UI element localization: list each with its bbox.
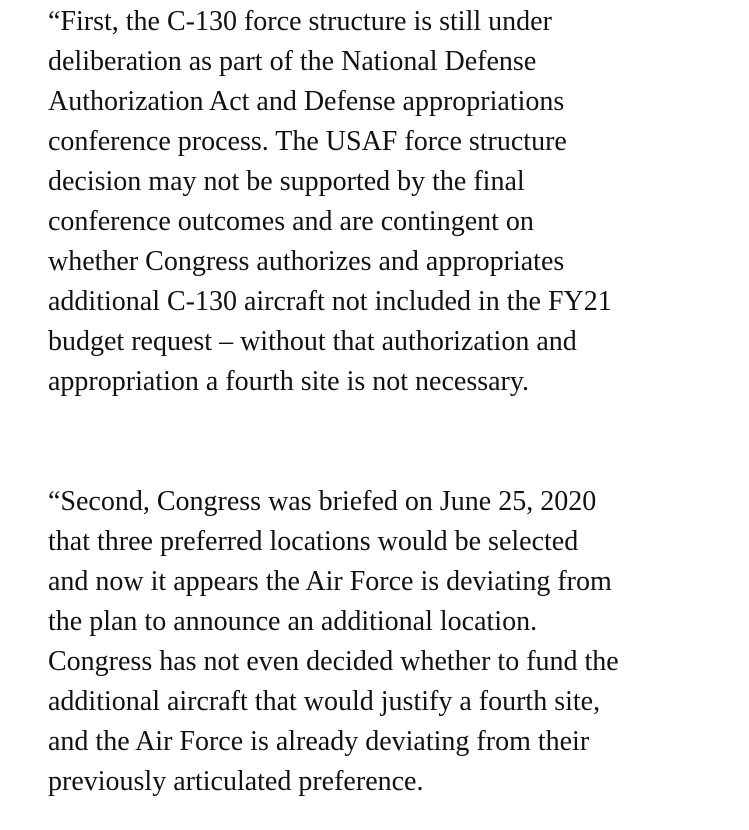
text-line: the plan to announce an additional location. [48,606,538,637]
text-line: additional aircraft that would justify a fourth site, [48,686,601,717]
paragraph-second [48,482,738,802]
text-line: Congress has not even decided whether to fund the [48,646,619,677]
text-line: and now it appears the Air Force is deviating from [48,566,612,597]
text-line: decision may not be supported by the final [48,166,525,197]
text-line: additional C-130 aircraft not included in the FY21 [48,286,612,317]
document-body [48,2,738,802]
text-line: “Second, Congress was briefed on June 25, 2020 [48,486,597,517]
text-line: previously articulated preference. [48,766,424,797]
text-line: conference outcomes and are contingent on [48,206,534,237]
text-line: appropriation a fourth site is not necessary. [48,366,530,397]
text-line: that three preferred locations would be selected [48,526,579,557]
paragraph-first [48,2,738,402]
text-line: Authorization Act and Defense appropriations [48,86,565,117]
text-line: and the Air Force is already deviating from their [48,726,590,757]
text-line: budget request – without that authorization and [48,326,577,357]
text-line: conference process. The USAF force structure [48,126,567,157]
text-line: “First, the C-130 force structure is still under [48,6,552,37]
text-line: deliberation as part of the National Defense [48,46,537,77]
text-line: whether Congress authorizes and appropriates [48,246,565,277]
